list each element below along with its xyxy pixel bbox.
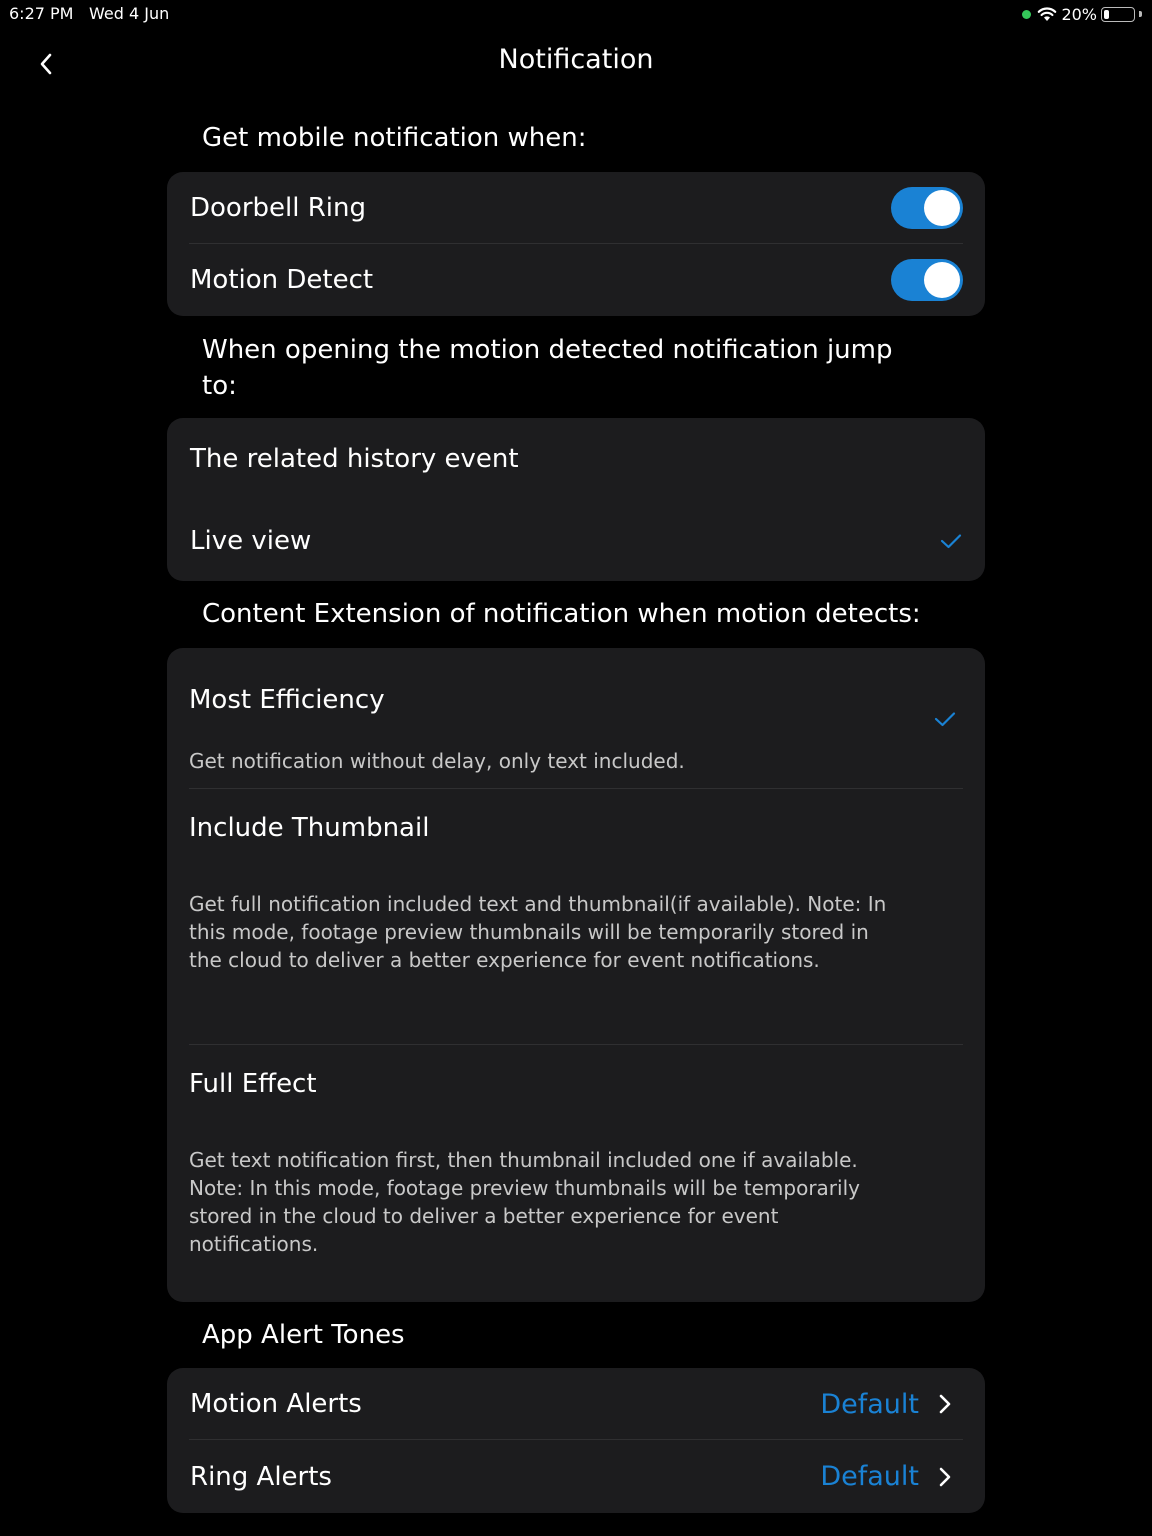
battery-fill <box>1104 10 1109 19</box>
battery-nub <box>1139 11 1142 17</box>
option-most-efficiency[interactable] <box>167 648 985 789</box>
chevron-right-icon <box>937 1392 953 1416</box>
content-extension-card <box>167 648 985 1302</box>
option-title: Include Thumbnail <box>189 813 430 843</box>
chevron-left-icon <box>38 52 54 76</box>
option-label: The related history event <box>190 444 519 474</box>
section-label-content-extension: Content Extension of notification when motion detects: <box>202 599 921 629</box>
checkmark-icon <box>933 707 957 731</box>
ring-alerts-label: Ring Alerts <box>190 1461 332 1492</box>
motion-alerts-label: Motion Alerts <box>190 1389 362 1419</box>
mobile-notifications-card <box>167 172 985 316</box>
option-description: Get full notification included text and thumbnail(if available). Note: In this mode, footage preview thumbnails will be temporarily stored in the cloud to deliver a better experience for event notifications. <box>189 892 887 972</box>
privacy-indicator-icon <box>1022 10 1031 19</box>
toggle-knob <box>924 190 960 226</box>
doorbell-ring-label: Doorbell Ring <box>190 193 367 223</box>
motion-alerts-value: Default <box>820 1388 919 1420</box>
doorbell-ring-row <box>167 172 985 244</box>
option-title: Full Effect <box>189 1069 317 1099</box>
option-description: Get notification without delay, only text included. <box>189 749 685 773</box>
ring-alerts-row[interactable] <box>167 1440 985 1513</box>
motion-alerts-value-group <box>820 1389 963 1420</box>
toggle-knob <box>924 262 960 298</box>
page-title: Notification <box>498 44 654 75</box>
option-full-effect[interactable] <box>167 1045 985 1302</box>
chevron-right-icon <box>937 1465 953 1489</box>
option-related-history-event[interactable] <box>167 418 985 500</box>
motion-alerts-row[interactable] <box>167 1368 985 1440</box>
ring-alerts-value-group <box>820 1461 963 1492</box>
option-label: Live view <box>190 525 312 556</box>
jump-to-card <box>167 418 985 581</box>
motion-detect-toggle[interactable] <box>891 259 963 301</box>
wifi-icon <box>1037 6 1057 22</box>
option-include-thumbnail[interactable] <box>167 789 985 1045</box>
ring-alerts-value: Default <box>820 1461 919 1492</box>
section-label-alert-tones: App Alert Tones <box>202 1320 405 1350</box>
status-date: Wed 4 Jun <box>89 4 170 23</box>
motion-detect-label: Motion Detect <box>190 265 374 295</box>
section-label-mobile-notifications: Get mobile notification when: <box>202 123 587 153</box>
option-live-view[interactable] <box>167 500 985 581</box>
checkmark-icon <box>939 529 963 553</box>
section-label-jump-to: When opening the motion detected notification jump to: <box>202 335 893 401</box>
option-title: Most Efficiency <box>189 685 385 715</box>
back-button[interactable] <box>30 48 62 80</box>
status-indicators <box>1022 3 1142 25</box>
battery-percent: 20% <box>1061 4 1097 24</box>
battery-icon <box>1101 7 1135 22</box>
status-time: 6:27 PM <box>9 4 74 23</box>
motion-detect-row <box>167 244 985 316</box>
alert-tones-card <box>167 1368 985 1513</box>
option-description: Get text notification first, then thumbnail included one if available. Note: In this mode, footage preview thumbnails will be temporarily stored in the cloud to deliver a better experience for event notifications. <box>189 1148 860 1256</box>
doorbell-ring-toggle[interactable] <box>891 187 963 229</box>
